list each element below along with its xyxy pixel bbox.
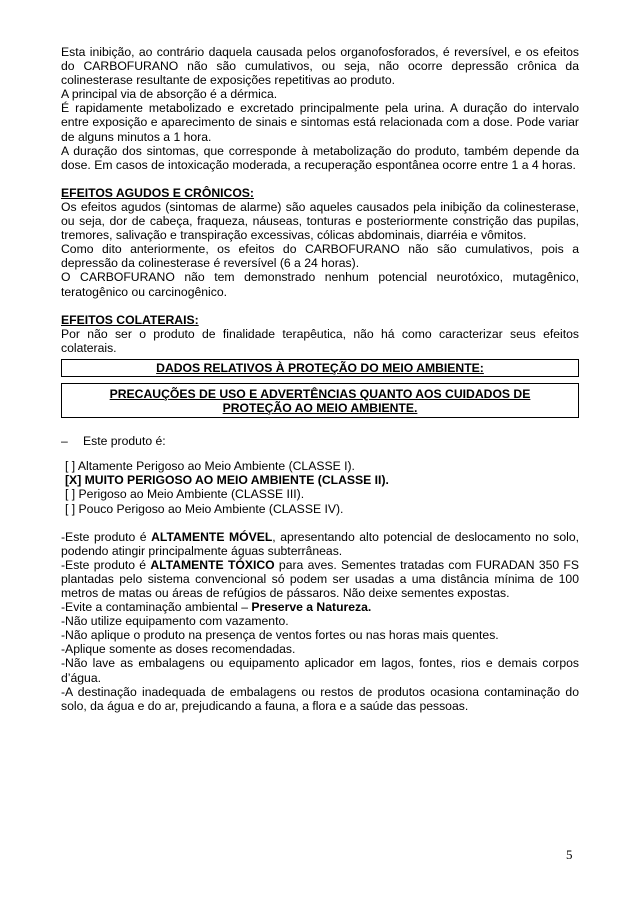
efeitos-agudos-paragraph-2: Como dito anteriormente, os efeitos do CARBOFURANO não são cumulativos, pois a depressão da colinesterase é reversível (6 a 24 horas). bbox=[61, 242, 579, 271]
advertencia-toxico-bold: ALTAMENTE TÓXICO bbox=[150, 557, 275, 572]
meio-ambiente-box: DADOS RELATIVOS À PROTEÇÃO DO MEIO AMBIENTE: bbox=[61, 359, 579, 377]
produto-dash: – bbox=[61, 434, 68, 449]
classe-item-iv: [ ] Pouco Perigoso ao Meio Ambiente (CLASSE IV). bbox=[65, 501, 344, 516]
classe-item-i: [ ] Altamente Perigoso ao Meio Ambiente (CLASSE I). bbox=[65, 459, 355, 474]
efeitos-agudos-paragraph-1: Os efeitos agudos (sintomas de alarme) são aqueles causados pela inibição da colinesterase, ou seja, dor de cabeça, fraqueza, náuseas, tonturas e posteriormente constrição das pupilas, tremores, salivação e transpiração excessivas, cólicas abdominais, diarréia e vômitos. bbox=[61, 199, 579, 243]
intro-paragraph-2: A principal via de absorção é a dérmica. bbox=[61, 87, 278, 102]
advertencia-movel-bold: ALTAMENTE MÓVEL bbox=[151, 529, 273, 544]
advertencia-evite-prefix: -Evite a contaminação ambiental – bbox=[61, 600, 252, 615]
classe-item-iii: [ ] Perigoso ao Meio Ambiente (CLASSE III). bbox=[65, 487, 305, 502]
advertencia-toxico bbox=[61, 558, 579, 600]
advertencia-movel-prefix: -Este produto é bbox=[61, 529, 152, 544]
precaucoes-box bbox=[61, 383, 579, 418]
advertencia-item-3: -Aplique somente as doses recomendadas. bbox=[61, 642, 296, 657]
advertencia-movel-suffix: , apresentando alto potencial de deslocamento no solo, podendo atingir principalmente águas subterrâneas. bbox=[61, 529, 579, 558]
efeitos-colaterais-text: Por não ser o produto de finalidade terapêutica, não há como caracterizar seus efeitos colaterais. bbox=[61, 326, 579, 355]
advertencia-evite bbox=[61, 600, 579, 614]
produto-label: Este produto é: bbox=[83, 434, 166, 449]
advertencia-item-1: -Não utilize equipamento com vazamento. bbox=[61, 614, 289, 629]
advertencia-item-2: -Não aplique o produto na presença de ventos fortes ou nas horas mais quentes. bbox=[61, 628, 499, 643]
precaucoes-title-line1: PRECAUÇÕES DE USO E ADVERTÊNCIAS QUANTO AOS CUIDADOS DE bbox=[109, 386, 531, 401]
intro-paragraph-3: É rapidamente metabolizado e excretado principalmente pela urina. A duração do intervalo entre exposição e aparecimento de sinais e sintomas está relacionada com a dose. Pode variar de alguns minutos a 1 hora. bbox=[61, 101, 579, 144]
advertencia-toxico-prefix: -Este produto é bbox=[61, 557, 151, 572]
produto-line bbox=[61, 434, 579, 448]
intro-paragraph-1: Esta inibição, ao contrário daquela causada pelos organofosforados, é reversível, e os efeitos do CARBOFURANO não são cumulativos, ou seja, não ocorre depressão crônica da colinesterase resultante de exposições repetitivas ao produto. bbox=[61, 45, 579, 88]
advertencia-toxico-suffix: para aves. Sementes tratadas com FURADAN 350 FS plantadas pelo sistema convencional só podem ser usadas a uma distância mínima de 100 metros de matas ou áreas de refúgios de pássaros. Não deixe sementes expostas. bbox=[61, 557, 580, 600]
efeitos-agudos-paragraph-3: O CARBOFURANO não tem demonstrado nenhum potencial neurotóxico, mutagênico, teratogênico ou carcinogênico. bbox=[61, 270, 579, 299]
advertencia-item-4: -Não lave as embalagens ou equipamento aplicador em lagos, fontes, rios e demais corpos d’água. bbox=[61, 656, 579, 685]
page-number: 5 bbox=[566, 847, 573, 862]
efeitos-agudos-heading: EFEITOS AGUDOS E CRÔNICOS: bbox=[61, 185, 254, 200]
efeitos-colaterais-heading: EFEITOS COLATERAIS: bbox=[61, 312, 199, 327]
advertencias-list bbox=[61, 530, 579, 713]
precaucoes-title-line2: PROTEÇÃO AO MEIO AMBIENTE. bbox=[222, 401, 418, 416]
document-page bbox=[61, 45, 579, 713]
advertencia-movel bbox=[61, 530, 579, 558]
advertencia-evite-bold: Preserve a Natureza. bbox=[251, 600, 372, 615]
advertencia-item-5: -A destinação inadequada de embalagens ou restos de produtos ocasiona contaminação do solo, da água e do ar, prejudicando a fauna, a flora e a saúde das pessoas. bbox=[61, 684, 579, 713]
classe-list bbox=[65, 459, 579, 515]
classe-item-ii-selected: [X] MUITO PERIGOSO AO MEIO AMBIENTE (CLASSE II). bbox=[65, 473, 389, 488]
intro-paragraph-4: A duração dos sintomas, que corresponde à metabolização do produto, também depende da dose. Em casos de intoxicação moderada, a recuperação espontânea ocorre entre 1 a 4 horas. bbox=[61, 143, 579, 172]
